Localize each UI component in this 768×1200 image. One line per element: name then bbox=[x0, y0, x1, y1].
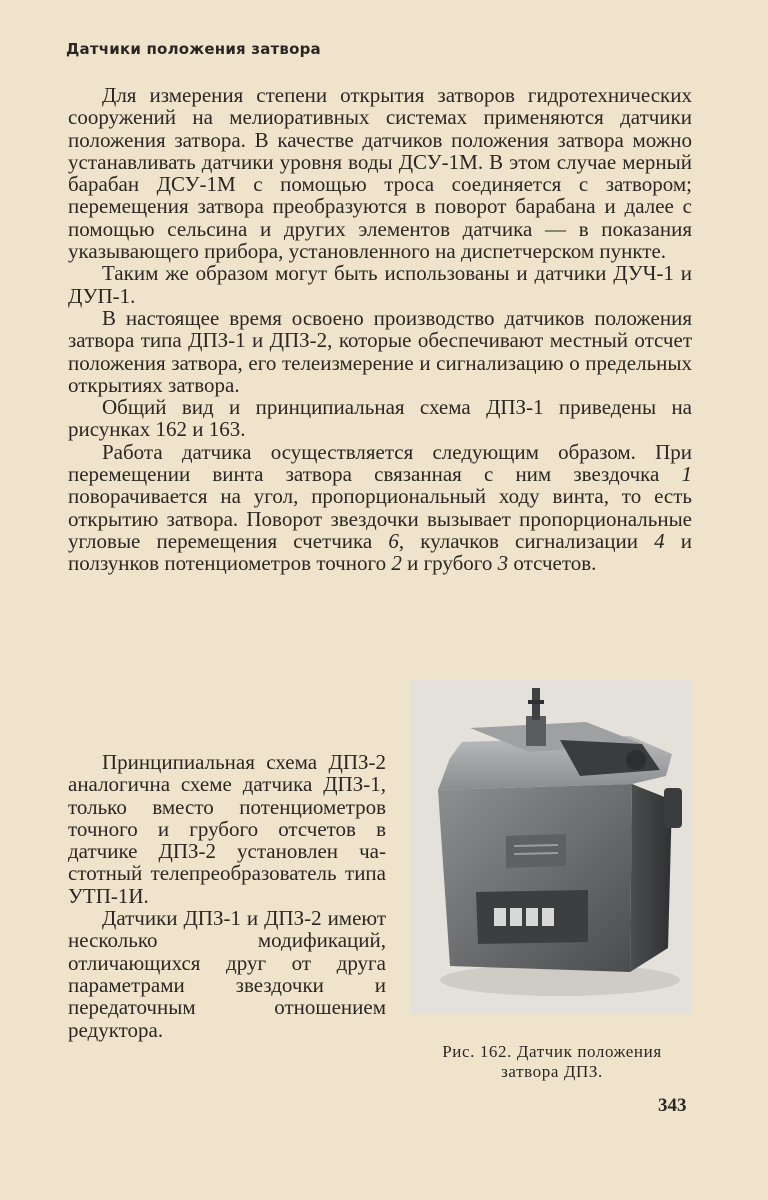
device-photo bbox=[410, 680, 692, 1014]
operation-text-a: Работа датчика осуществляется следующим образом. При перемещении винта затвора связанная с ним звездочка bbox=[68, 439, 692, 487]
sensor-device-illustration bbox=[410, 680, 692, 1014]
ref-number-1: 1 bbox=[681, 462, 693, 487]
body-text-narrow bbox=[68, 751, 386, 1041]
paragraph-4: Общий вид и принципиальная схема ДПЗ-1 приведены на рисунках 162 и 163. bbox=[68, 395, 692, 442]
paragraph-2: Таким же образом могут быть использованы и датчики ДУЧ-1 и ДУП-1. bbox=[68, 261, 692, 308]
caption-line-1: Рис. 162. Датчик положения bbox=[442, 1042, 662, 1061]
operation-text-f: отсчетов. bbox=[513, 551, 597, 576]
operation-text-d: и ползунков потенциометров точного bbox=[68, 528, 693, 576]
ref-number-4: 4 bbox=[654, 528, 665, 553]
operation-text-c: , кулачков сигнализации bbox=[398, 528, 638, 553]
section-heading: Датчики положения затвора bbox=[66, 40, 321, 58]
operation-text-b: поворачивается на угол, пропорциональный ходу винта, то есть открытию затвора. Поворот звездочки вызывает пропорциональные угловые перемещения счетчика bbox=[68, 484, 692, 553]
body-text-full-width bbox=[68, 84, 692, 575]
figure-caption bbox=[404, 1042, 700, 1082]
ref-number-3: 3 bbox=[497, 551, 509, 576]
paragraph-6: Принципиальная схема ДПЗ-2 аналогична схеме датчика ДПЗ-1, только вместо потенциометров точного и грубого отсчетов в датчике ДПЗ-2 установлен частотный телепреобразователь типа УТП-1И. bbox=[68, 750, 386, 908]
paragraph-3: В настоящее время освоено производство датчиков положения затвора типа ДПЗ-1 и ДПЗ-2, которые обеспечивают местный отсчет положения затвора, его телеизмерение и сигнализацию о предельных открытиях затвора. bbox=[68, 305, 692, 397]
caption-line-2: затвора ДПЗ. bbox=[501, 1062, 603, 1081]
ref-number-6: 6 bbox=[388, 528, 399, 553]
paragraph-7: Датчики ДПЗ-1 и ДПЗ-2 имеют несколько модификаций, отличающихся друг от друга параметрами звездочки и передаточным отношением редуктора. bbox=[68, 906, 386, 1042]
paragraph-5-operation bbox=[68, 441, 692, 575]
page-number: 343 bbox=[658, 1095, 687, 1116]
ref-number-2: 2 bbox=[391, 551, 402, 576]
paragraph-1: Для измерения степени открытия затворов гидротехнических сооружений на мелиоративных системах применяются датчики положения затвора. В качестве датчиков положения затвора можно устанавливать датчики уровня воды ДСУ-1М. В этом случае мерный барабан ДСУ-1М с помощью троса соединяется с затвором; перемещения затвора преобразуются в поворот барабана и далее с помощью сельсина и других элементов датчика — в показания указывающего прибора, установленного на диспетчерском пункте. bbox=[68, 83, 692, 264]
operation-text-e: и грубого bbox=[407, 551, 493, 576]
